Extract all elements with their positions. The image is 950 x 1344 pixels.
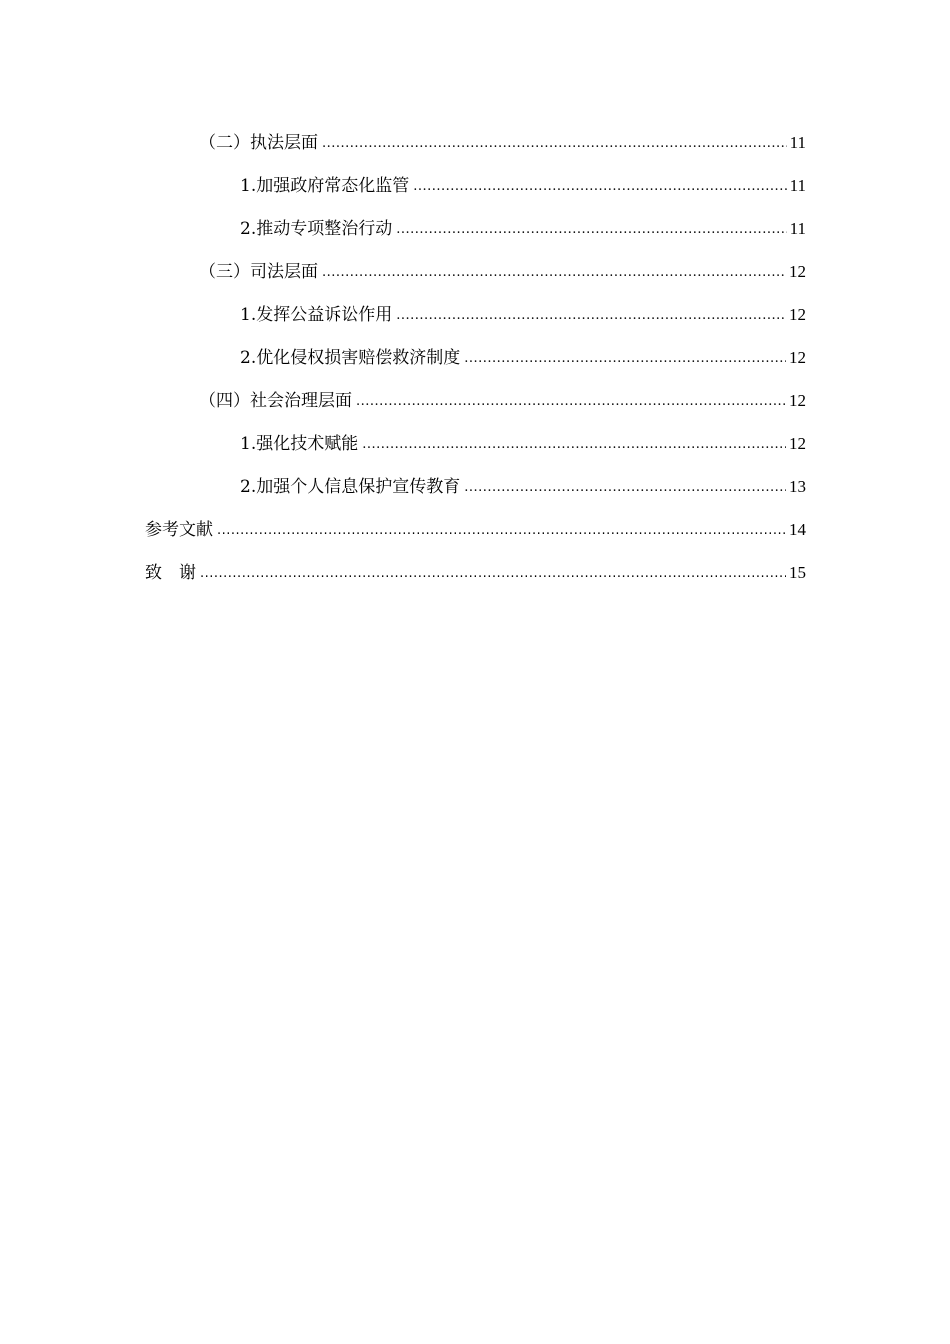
toc-entry-number: （四）	[199, 391, 250, 411]
toc-entry-page: 12	[789, 391, 806, 410]
toc-entry-page: 12	[789, 305, 806, 324]
toc-entry-title: 参考文献	[145, 520, 213, 540]
toc-entry-title: 执法层面	[250, 133, 318, 153]
toc-entry[interactable]	[199, 379, 806, 422]
toc-leader-dots	[362, 423, 786, 466]
toc-entry-page: 12	[789, 348, 806, 367]
toc-leader-dots	[396, 294, 786, 337]
toc-entry-number: 2.	[240, 348, 257, 368]
toc-entry-title: 社会治理层面	[250, 391, 352, 411]
toc-leader-dots	[396, 208, 786, 251]
toc-entry[interactable]	[199, 250, 806, 293]
toc-leader-dots	[413, 165, 786, 208]
toc-entry-title: 优化侵权损害赔偿救济制度	[256, 348, 461, 368]
toc-entry-number: （三）	[199, 262, 250, 282]
toc-leader-dots	[322, 122, 787, 165]
toc-entry-number: 2.	[240, 219, 257, 239]
toc-entry[interactable]	[240, 336, 806, 379]
toc-leader-dots	[464, 466, 786, 509]
toc-entry[interactable]	[240, 164, 806, 207]
toc-entry[interactable]	[240, 422, 806, 465]
toc-entry[interactable]	[240, 207, 806, 250]
toc-entry-title: 加强政府常态化监管	[256, 176, 410, 196]
toc-entry-number: 1.	[240, 434, 257, 454]
toc-entry-page: 14	[789, 520, 806, 539]
toc-leader-dots	[464, 337, 786, 380]
toc-entry-title: 加强个人信息保护宣传教育	[256, 477, 461, 497]
toc-entry[interactable]	[240, 293, 806, 336]
toc-entry-acknowledgements[interactable]	[145, 551, 806, 594]
toc-entry-page: 12	[789, 434, 806, 453]
toc-leader-dots	[356, 380, 786, 423]
toc-entry[interactable]	[240, 465, 806, 508]
toc-leader-dots	[322, 251, 786, 294]
table-of-contents	[0, 121, 950, 594]
toc-entry-page: 13	[789, 477, 806, 496]
toc-entry-page: 11	[789, 133, 806, 152]
toc-entry-number: 1.	[240, 305, 257, 325]
toc-leader-dots	[200, 552, 786, 595]
toc-entry-title: 推动专项整治行动	[256, 219, 393, 239]
toc-entry-page: 15	[789, 563, 806, 582]
toc-entry-page: 12	[789, 262, 806, 281]
toc-entry-references[interactable]	[145, 508, 806, 551]
toc-entry[interactable]	[199, 121, 806, 164]
toc-entry-page: 11	[789, 219, 806, 238]
toc-entry-title: 发挥公益诉讼作用	[256, 305, 393, 325]
toc-entry-title: 司法层面	[250, 262, 318, 282]
toc-entry-number: 2.	[240, 477, 257, 497]
toc-entry-number: （二）	[199, 133, 250, 153]
toc-leader-dots	[217, 509, 786, 552]
toc-entry-title: 致 谢	[145, 563, 196, 583]
toc-entry-page: 11	[789, 176, 806, 195]
toc-entry-number: 1.	[240, 176, 257, 196]
toc-entry-title: 强化技术赋能	[256, 434, 359, 454]
